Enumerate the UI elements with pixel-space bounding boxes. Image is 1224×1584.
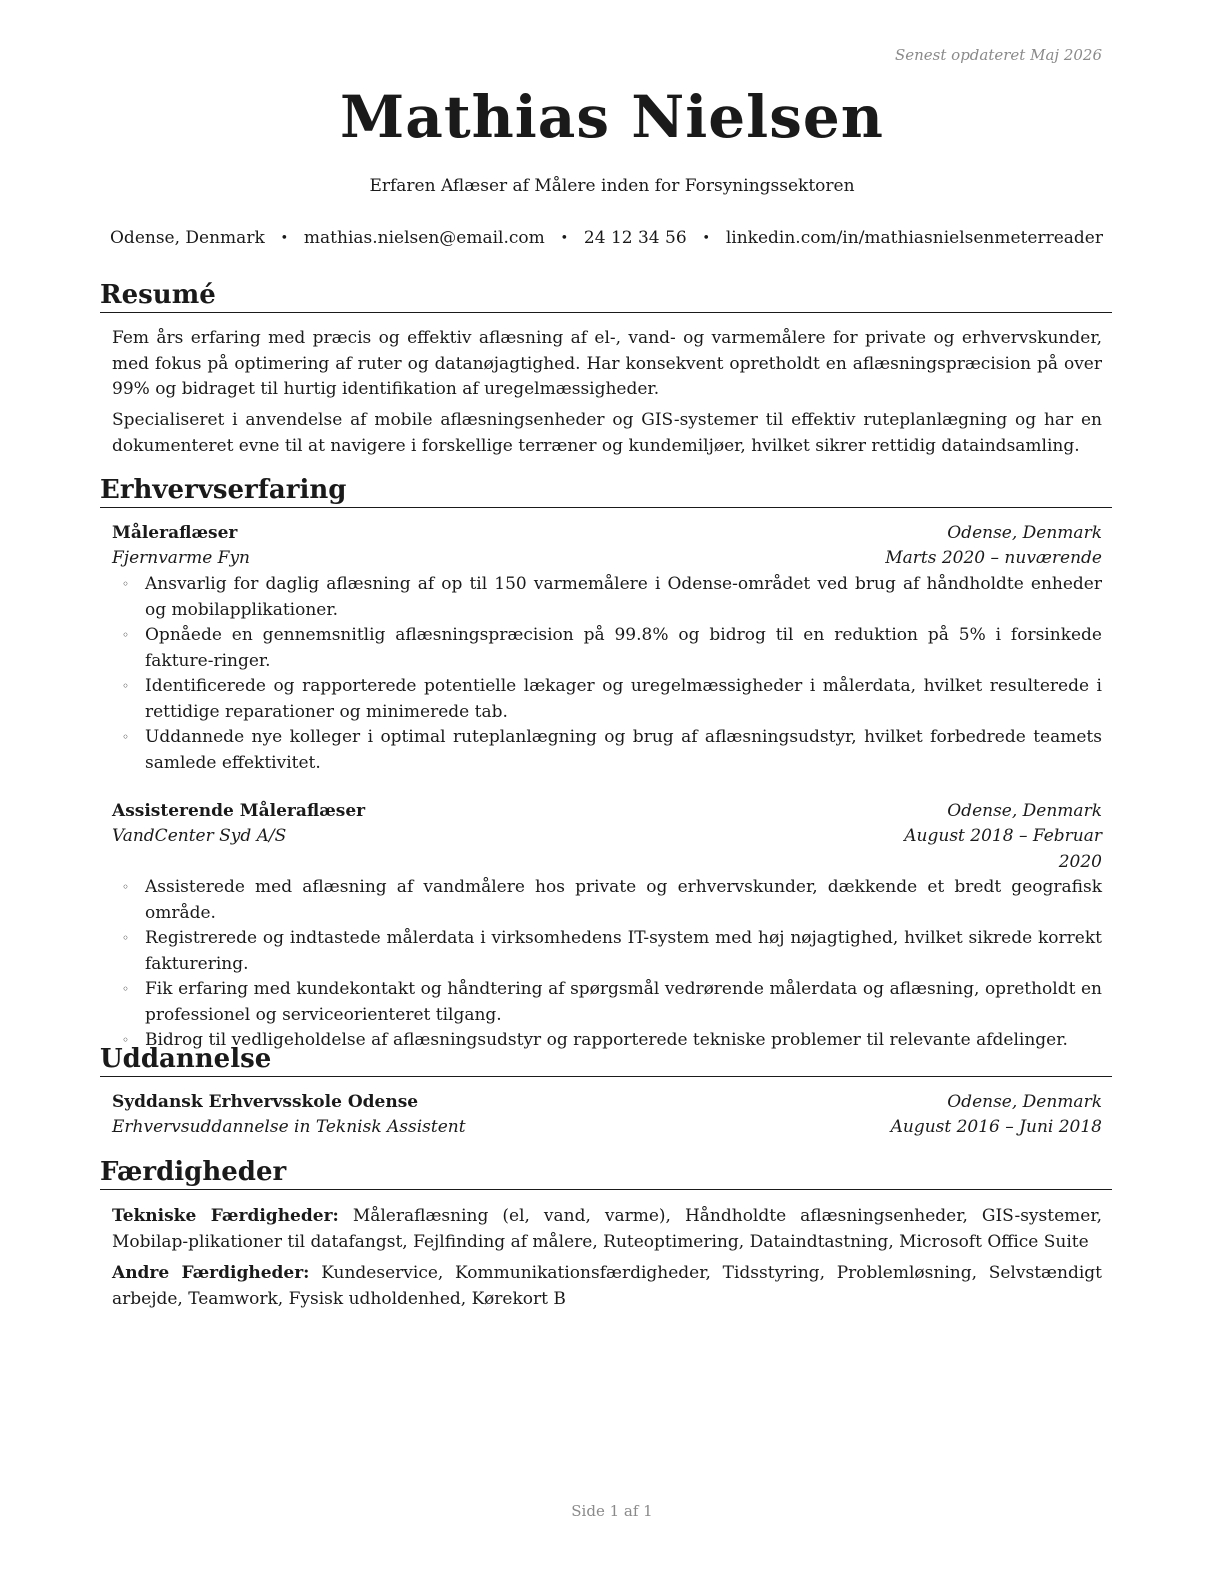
bullet-text: Assisterede med aflæsning af vandmålere hos private og erhvervskunder, dækkende et bredt geografisk område. [145, 877, 1102, 923]
education-header [112, 1090, 1102, 1116]
contact-line [110, 228, 1103, 248]
skills-technical-text: Måleraflæsning (el, vand, varme), Håndholdte aflæsningsenheder, GIS-systemer, Mobilap-plikationer til datafangst, Fejlfinding af målere, Ruteoptimering, Dataindtastning, Microsoft Office Suite [112, 1206, 1102, 1252]
education-school: Syddansk Erhvervsskole Odense [112, 1092, 419, 1112]
job-location: Odense, Denmark [947, 523, 1102, 543]
job-bullets [112, 572, 1102, 776]
bullet-mark: ◦ [122, 679, 130, 693]
section-title-skills: Færdigheder [100, 1157, 1112, 1190]
education-dates: August 2016 – Juni 2018 [890, 1117, 1102, 1137]
skills-technical [112, 1204, 1102, 1255]
job-location: Odense, Denmark [947, 801, 1102, 821]
last-updated: Senest opdateret Maj 2026 [894, 46, 1102, 64]
job-header [112, 799, 1102, 825]
contact-linkedin[interactable]: linkedin.com/in/mathiasnielsenmeterreader [725, 228, 1103, 248]
summary-paragraph: Specialiseret i anvendelse af mobile aflæsningsenheder og GIS-systemer til effektiv ruteplanlægning og har en dokumenteret evne til at navigere i forskellige terræner og kundemiljøer, hvilket sikrer rettidig dataindsamling. [112, 410, 1102, 456]
bullet-text: Bidrog til vedligeholdelse af aflæsningsudstyr og rapporterede tekniske problemer til relevante afdelinger. [145, 1030, 1068, 1050]
bullet-mark: ◦ [122, 931, 130, 945]
job-company: Fjernvarme Fyn [112, 548, 251, 568]
person-name: Mathias Nielsen [340, 83, 884, 151]
bullet-text: Registrerede og indtastede målerdata i virksomhedens IT-system med høj nøjagtighed, hvilket sikrede korrekt fakturering. [145, 928, 1102, 974]
separator-dot: • [560, 230, 569, 246]
separator-dot: • [702, 230, 711, 246]
list-item [112, 725, 1102, 776]
job-dates: Marts 2020 – nuværende [885, 548, 1102, 568]
bullet-mark: ◦ [122, 982, 130, 996]
contact-phone[interactable]: 24 12 34 56 [583, 228, 687, 248]
list-item [112, 674, 1102, 725]
job-role: Måleraflæser [112, 523, 238, 543]
job-role: Assisterende Måleraflæser [112, 801, 366, 821]
summary-paragraph: Fem års erfaring med præcis og effektiv aflæsning af el-, vand- og varmemålere for private og erhvervskunder, med fokus på optimering af ruter og datanøjagtighed. Har konsekvent opretholdt en aflæsningspræcision på over 99% og bidraget til hurtig identifikation af uregelmæssigheder. [112, 328, 1102, 399]
bullet-mark: ◦ [122, 628, 130, 642]
list-item [112, 572, 1102, 623]
education-degree: Erhvervsuddannelse in Teknisk Assistent [112, 1117, 466, 1137]
skills-other-text: Kundeservice, Kommunikationsfærdigheder, Tidsstyring, Problemløsning, Selvstændigt arbejde, Teamwork, Fysisk udholdenhed, Kørekort B [112, 1263, 1102, 1309]
list-item [112, 926, 1102, 977]
skills-technical-label: Tekniske Færdigheder: [112, 1206, 339, 1226]
bullet-text: Uddannede nye kolleger i optimal ruteplanlægning og brug af aflæsningsudstyr, hvilket forbedrede teamets samlede effektivitet. [145, 727, 1102, 773]
section-title-summary: Resumé [100, 280, 1112, 313]
job-header [112, 521, 1102, 547]
education-location: Odense, Denmark [947, 1092, 1102, 1112]
job-bullets [112, 875, 1102, 1054]
section-title-experience: Erhvervserfaring [100, 475, 1112, 508]
job-company: VandCenter Syd A/S [112, 826, 287, 846]
job-subheader [112, 546, 1102, 572]
job-subheader [112, 824, 1102, 875]
bullet-text: Opnåede en gennemsnitlig aflæsningspræcision på 99.8% og bidrog til en reduktion på 5% i forsinkede fakture-ringer. [145, 625, 1102, 671]
list-item [112, 977, 1102, 1028]
education-subheader [112, 1115, 1102, 1141]
contact-location: Odense, Denmark [110, 228, 265, 248]
bullet-mark: ◦ [122, 880, 130, 894]
separator-dot: • [280, 230, 289, 246]
bullet-mark: ◦ [122, 1033, 130, 1047]
bullet-text: Identificerede og rapporterede potentielle lækager og uregelmæssigheder i målerdata, hvilket resulterede i rettidige reparationer og minimerede tab. [145, 676, 1102, 722]
page-number: Side 1 af 1 [571, 1502, 653, 1520]
job-dates: August 2018 – Februar 2020 [904, 826, 1102, 872]
bullet-mark: ◦ [122, 730, 130, 744]
bullet-mark: ◦ [122, 577, 130, 591]
list-item [112, 623, 1102, 674]
skills-other [112, 1261, 1102, 1312]
skills-other-label: Andre Færdigheder: [112, 1263, 310, 1283]
section-title-education: Uddannelse [100, 1044, 1112, 1077]
contact-email[interactable]: mathias.nielsen@email.com [303, 228, 545, 248]
headline: Erfaren Aflæser af Målere inden for Forsyningssektoren [369, 176, 855, 196]
bullet-text: Ansvarlig for daglig aflæsning af op til 150 varmemålere i Odense-området ved brug af håndholdte enheder og mobilapplikationer. [145, 574, 1102, 620]
bullet-text: Fik erfaring med kundekontakt og håndtering af spørgsmål vedrørende målerdata og aflæsning, opretholdt en professionel og serviceorienteret tilgang. [145, 979, 1102, 1025]
list-item [112, 875, 1102, 926]
